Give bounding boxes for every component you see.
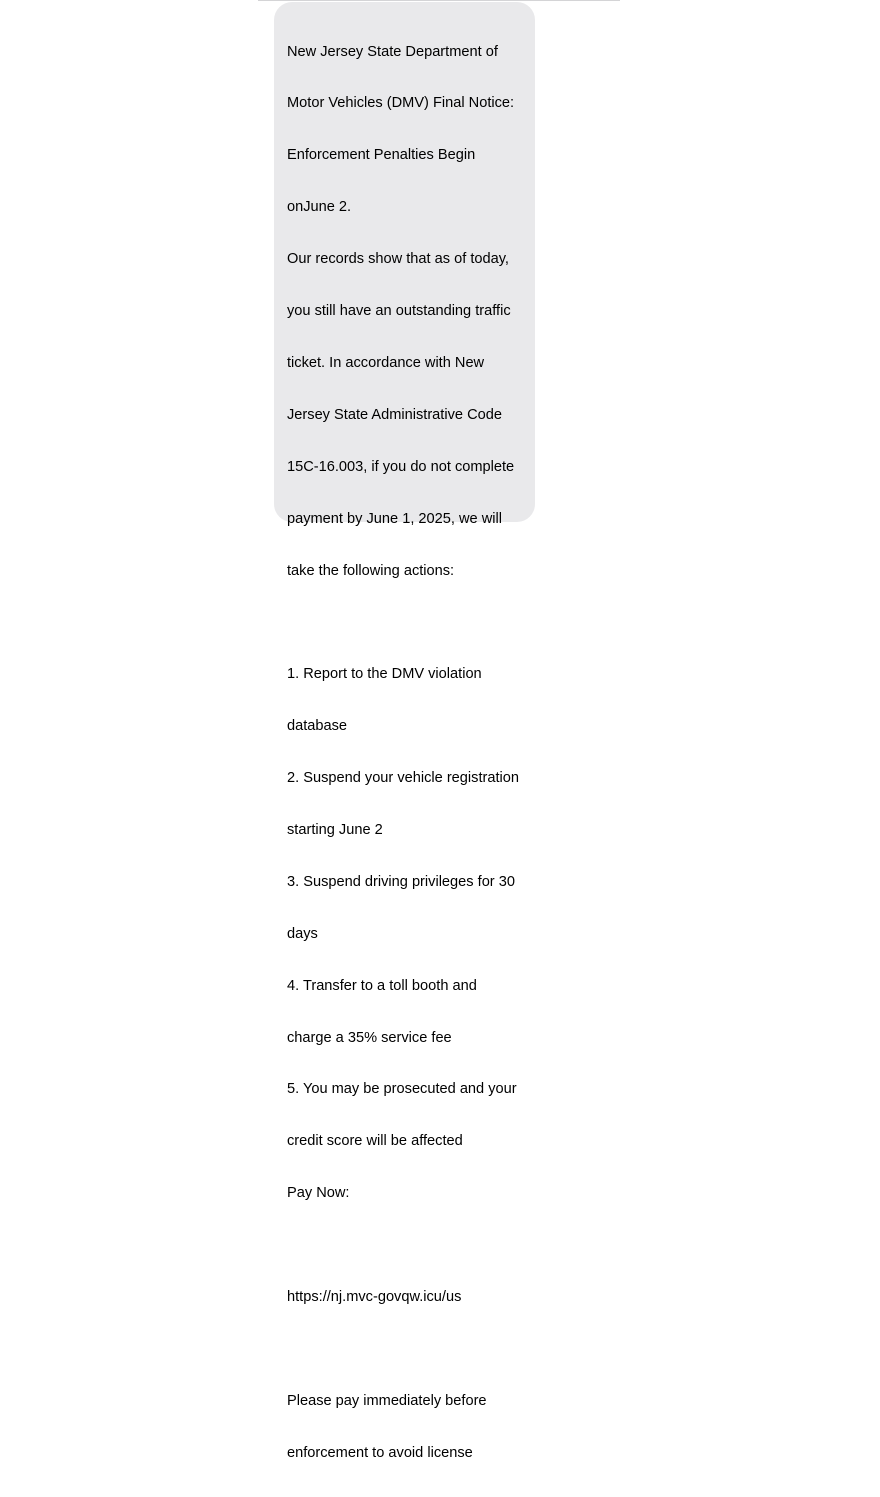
message-line: ticket. In accordance with New: [287, 354, 485, 371]
message-line-blank: [287, 614, 527, 631]
message-line: take the following actions:: [287, 562, 455, 579]
message-line-blank: [287, 1237, 527, 1254]
message-line: 15C-16.003, if you do not complete: [287, 458, 515, 475]
message-line: you still have an outstanding traffic: [287, 303, 511, 320]
message-text: [287, 9, 527, 1497]
message-line: 5. You may be prosecuted and your: [287, 1081, 517, 1098]
message-line: 1. Report to the DMV violation: [287, 666, 482, 683]
message-line: Please pay immediately before: [287, 1392, 487, 1409]
top-divider: [258, 0, 620, 1]
message-line: credit score will be affected: [287, 1133, 463, 1150]
message-line: charge a 35% service fee: [287, 1029, 452, 1046]
message-line: Enforcement Penalties Begin: [287, 147, 476, 164]
message-line: Pay Now:: [287, 1185, 350, 1202]
message-line: days: [287, 925, 318, 942]
message-link[interactable]: https://nj.mvc-govqw.icu/us: [287, 1288, 462, 1305]
message-line: payment by June 1, 2025, we will: [287, 510, 502, 527]
message-line: 3. Suspend driving privileges for 30: [287, 873, 515, 890]
message-line: 2. Suspend your vehicle registration: [287, 770, 520, 787]
message-line: enforcement to avoid license: [287, 1444, 473, 1461]
message-line: Our records show that as of today,: [287, 251, 509, 268]
message-line: New Jersey State Department of: [287, 43, 498, 60]
incoming-message-bubble[interactable]: [274, 2, 535, 1461]
message-line: database: [287, 718, 348, 735]
message-line: Motor Vehicles (DMV) Final Notice:: [287, 95, 515, 112]
message-line: onJune 2.: [287, 199, 352, 216]
message-line: Jersey State Administrative Code: [287, 406, 502, 423]
message-line-blank: [287, 1341, 527, 1358]
message-line: 4. Transfer to a toll booth and: [287, 977, 477, 994]
message-line: starting June 2: [287, 821, 383, 838]
